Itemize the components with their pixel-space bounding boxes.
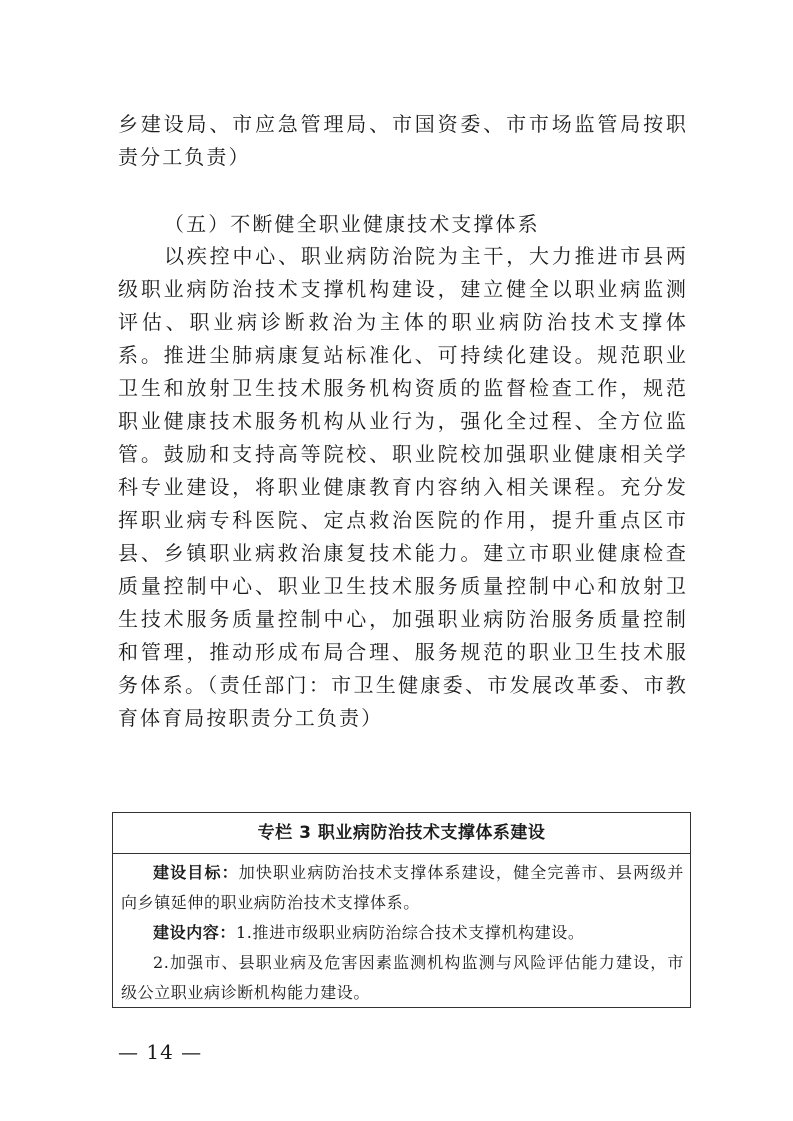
box-title: 专栏 3 职业病防治技术支撑体系建设 (113, 813, 690, 854)
section-heading: （五）不断健全职业健康技术支撑体系 (164, 212, 540, 236)
continuation-text: 乡建设局、市应急管理局、市国资委、市市场监管局按职责分工负责） (118, 112, 688, 169)
content-label: 建设内容： (153, 923, 237, 942)
box-goal (121, 858, 684, 918)
box-content (121, 918, 684, 948)
content-item-1: 1.推进市级职业病防治综合技术支撑机构建设。 (236, 923, 585, 942)
goal-text: 加快职业病防治技术支撑体系建设，健全完善市、县两级并向乡镇延伸的职业病防治技术支撑体系。 (121, 863, 684, 912)
box-body (113, 854, 690, 1008)
page-number: — 14 — (118, 1040, 203, 1064)
goal-label: 建设目标： (153, 863, 239, 882)
column-box (112, 812, 691, 1008)
main-paragraph: 以疾控中心、职业病防治院为主干，大力推进市县两级职业病防治技术支撑机构建设，建立健全以职业病监测评估、职业病诊断救治为主体的职业病防治技术支撑体系。推进尘肺病康复站标准化、可持续化建设。规范职业卫生和放射卫生技术服务机构资质的监督检查工作，规范职业健康技术服务机构从业行为，强化全过程、全方位监管。鼓励和支持高等院校、职业院校加强职业健康相关学科专业建设，将职业健康教育内容纳入相关课程。充分发挥职业病专科医院、定点救治医院的作用，提升重点区市县、乡镇职业病救治康复技术能力。建立市职业健康检查质量控制中心、职业卫生技术服务质量控制中心和放射卫生技术服务质量控制中心，加强职业病防治服务质量控制和管理，推动形成布局合理、服务规范的职业卫生技术服务体系。（责任部门：市卫生健康委、市发展改革委、市教育体育局按职责分工负责） (118, 244, 688, 730)
box-content-item-2: 2.加强市、县职业病及危害因素监测机构监测与风险评估能力建设，市级公立职业病诊断机构能力建设。 (121, 953, 684, 1002)
